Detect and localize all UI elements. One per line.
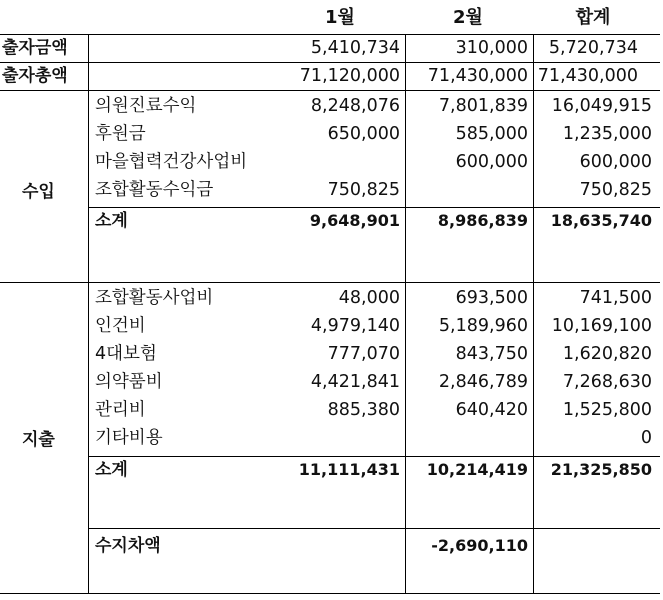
cell-investment-total: 5,720,734	[548, 38, 638, 58]
rule-bottom	[0, 593, 660, 594]
income-item-feb: 7,801,839	[438, 96, 528, 116]
income-item-total: 16,049,915	[551, 96, 652, 116]
balance-feb: -2,690,110	[431, 536, 528, 555]
expense-item-total: 0	[640, 428, 652, 448]
expense-item-feb: 2,846,789	[438, 372, 528, 392]
expense-item-label: 인건비	[95, 316, 146, 336]
income-item-label: 마을협력건강사업비	[95, 152, 248, 172]
income-item-feb: 585,000	[455, 124, 528, 144]
expense-item-total: 10,169,100	[551, 316, 652, 336]
expense-subtotal-label: 소계	[95, 460, 128, 480]
cell-investment-feb: 310,000	[455, 38, 528, 58]
header-feb: 2월	[453, 7, 483, 28]
rule-income-subtotal	[88, 207, 660, 208]
rule-row1	[0, 62, 660, 63]
cell-total-investment-feb: 71,430,000	[427, 66, 528, 86]
income-item-jan: 650,000	[327, 124, 400, 144]
expense-item-total: 1,620,820	[562, 344, 652, 364]
income-item-total: 750,825	[579, 180, 652, 200]
row-label-total-investment: 출자총액	[2, 66, 68, 86]
expense-item-label: 조합활동사업비	[95, 288, 214, 308]
income-item-total: 1,235,000	[562, 124, 652, 144]
rule-row2	[0, 90, 660, 91]
section-label-expense: 지출	[22, 430, 55, 450]
expense-item-jan: 885,380	[327, 400, 400, 420]
income-subtotal-feb: 8,986,839	[437, 211, 528, 230]
income-subtotal-total: 18,635,740	[550, 211, 652, 230]
header-jan: 1월	[325, 7, 355, 28]
income-item-total: 600,000	[579, 152, 652, 172]
expense-item-label: 기타비용	[95, 428, 163, 448]
expense-item-total: 7,268,630	[562, 372, 652, 392]
expense-item-feb: 843,750	[455, 344, 528, 364]
income-item-label: 후원금	[95, 124, 146, 144]
expense-item-jan: 48,000	[338, 288, 400, 308]
rule-income-bottom	[0, 282, 660, 283]
cell-total-investment-total: 71,430,000	[537, 66, 638, 86]
expense-item-label: 의약품비	[95, 372, 163, 392]
expense-subtotal-jan: 11,111,431	[298, 460, 400, 479]
section-label-income: 수입	[22, 182, 55, 202]
income-subtotal-jan: 9,648,901	[309, 211, 400, 230]
expense-item-feb: 5,189,960	[438, 316, 528, 336]
expense-item-total: 741,500	[579, 288, 652, 308]
expense-subtotal-feb: 10,214,419	[426, 460, 528, 479]
expense-item-jan: 777,070	[327, 344, 400, 364]
cell-total-investment-jan: 71,120,000	[299, 66, 400, 86]
expense-item-feb: 693,500	[455, 288, 528, 308]
row-label-investment: 출자금액	[2, 38, 68, 58]
expense-subtotal-total: 21,325,850	[550, 460, 652, 479]
income-item-jan: 8,248,076	[310, 96, 400, 116]
income-item-jan: 750,825	[327, 180, 400, 200]
rule-top	[0, 34, 660, 35]
income-item-label: 의원진료수익	[95, 96, 197, 116]
income-item-feb: 600,000	[455, 152, 528, 172]
rule-balance	[88, 528, 660, 529]
col-divider-1	[88, 34, 89, 593]
expense-item-label: 4대보험	[95, 344, 157, 364]
cell-investment-jan: 5,410,734	[310, 38, 400, 58]
expense-item-total: 1,525,800	[562, 400, 652, 420]
balance-label: 수지차액	[95, 536, 161, 556]
income-subtotal-label: 소계	[95, 211, 128, 231]
income-item-label: 조합활동수익금	[95, 180, 214, 200]
expense-item-feb: 640,420	[455, 400, 528, 420]
expense-item-jan: 4,421,841	[310, 372, 400, 392]
rule-expense-subtotal	[88, 456, 660, 457]
expense-item-label: 관리비	[95, 400, 146, 420]
header-total: 합계	[575, 7, 611, 28]
expense-item-jan: 4,979,140	[310, 316, 400, 336]
